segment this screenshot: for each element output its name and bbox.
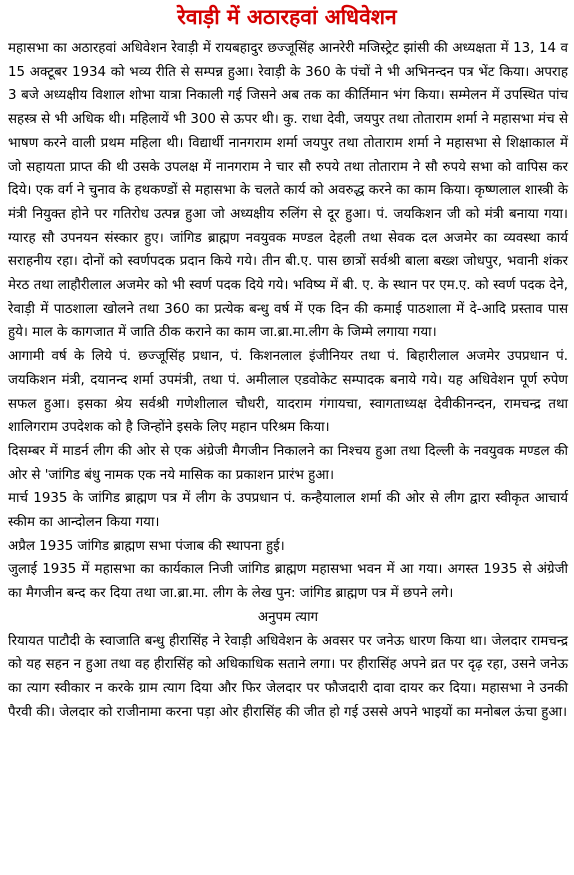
paragraph-session-report: महासभा का अठारहवां अधिवेशन रेवाड़ी में रायबहादुर छज्जूसिंह आनरेरी मजिस्ट्रेट झांसी की अध्यक्षता में 13, 14 व 15 अक्टूबर 1934 को भव्य रीति से सम्पन्न हुआ। रेवाड़ी के 360 के पंचों ने भी अभिनन्दन पत्र भेंट किया। अपराह 3 बजे अध्यक्षीय विशाल शोभा यात्रा निकाली गई जिसने अब तक का कीर्तिमान भंग किया। सम्मेलन में उपस्थित पांच सहस्त्र से भी अधिक थी। महिलायें भी 300 से ऊपर थी। कु. राधा देवी, जयपुर तथा तोताराम शर्मा ने महासभा मंच से भाषण करने वाली प्रथम महिला थी। विद्यार्थी नानगराम शर्मा जयपुर तथा तोताराम शर्मा ने महासभा से शिक्षाकाल में जो सहायता प्राप्त की थी उसके उपलक्ष में नानगराम ने चार सौ रुपये तथा तोताराम ने सौ रुपये सभा को वापिस कर दिये। एक वर्ग ने चुनाव के हथकण्डों से महासभा के चलते कार्य को अवरुद्ध करने का काम किया। कृष्णलाल शास्त्री के मंत्री नियुक्त होने पर गतिरोध उत्पन्न हुआ जो अध्यक्षीय रुलिंग से दूर हुआ। पं. जयकिशन जी को मंत्री बनाया गया। ग्यारह सौ उपनयन संस्कार हुए। जांगिड ब्राह्मण नवयुवक मण्डल देहली तथा सेवक दल अजमेर का व्यवस्था कार्य सराहनीय रहा। दोनों को स्वर्णपदक प्रदान किये गये। तीन बी.ए. पास छात्रों सर्वश्री बाला बख्श जोधपुर, भवानी शंकर मेरठ तथा लाहौरीलाल अजमेर को भी स्वर्ण पदक दिये गये। भविष्य में बी. ए. के स्थान पर एम.ए. को स्वर्ण पदक देने, रेवाड़ी में पाठशाला खोलने तथा 360 का प्रत्येक बन्धु वर्ष में एक दिन की कमाई पाठशाला में दे-आदि प्रस्ताव पास हुये। माल के कागजात में जाति ठीक कराने का काम जा.ब्रा.मा.लीग के जिम्मे लगाया गया। xyxy=(8,41,568,341)
paragraph-july-1935: जुलाई 1935 में महासभा का कार्यकाल निजी जांगिड ब्राह्मण महासभा भवन में आ गया। अगस्त 1935 से अंग्रेजी का मैगजीन बन्द कर दिया तथा जा.ब्रा.मा. लीग के लेख पुन: जांगिड ब्राह्मण पत्र में छपने लगे। xyxy=(8,562,568,602)
paragraph-march-1935: मार्च 1935 के जांगिड ब्राह्मण पत्र में लीग के उपप्रधान पं. कन्हैयालाल शर्मा की ओर से लीग द्वारा स्वीकृत आचार्य स्कीम का आन्दोलन किया गया। xyxy=(8,491,568,531)
paragraph-office-bearers: आगामी वर्ष के लिये पं. छज्जूसिंह प्रधान, पं. किशनलाल इंजीनियर तथा पं. बिहारीलाल अजमेर उपप्रधान पं. जयकिशन मंत्री, दयानन्द शर्मा उपमंत्री, तथा पं. अमीलाल एडवोकेट सम्पादक बनाये गये। यह अधिवेशन पूर्ण रुपेण सफल हुआ। इसका श्रेय सर्वश्री गणेशीलाल चौधरी, यादराम गंगायचा, स्वागताध्यक्ष देवीकीनन्दन, रामचन्द्र तथा शालिगराम उपदेशक को है जिन्होंने इसके लिए महान परिश्रम किया। xyxy=(8,349,568,436)
paragraph-april-1935: अप्रैल 1935 जांगिड ब्राह्मण सभा पंजाब की स्थापना हुई। xyxy=(8,538,285,554)
paragraph-december-magazine: दिसम्बर में माडर्न लीग की ओर से एक अंग्रेजी मैगजीन निकालने का निश्चय हुआ तथा दिल्ली के नवयुवक मण्डल की ओर से 'जांगिड बंधु नामक एक नये मासिक का प्रकाशन प्रारंभ हुआ। xyxy=(8,443,568,483)
document-body xyxy=(8,37,568,724)
section-subheading: अनुपम त्याग xyxy=(257,609,319,625)
page-title: रेवाड़ी में अठारहवां अधिवेशन xyxy=(177,5,397,29)
paragraph-sacrifice: रियायत पाटौदी के स्वाजाति बन्धु हीरासिंह ने रेवाड़ी अधिवेशन के अवसर पर जनेऊ धारण किया था। जेलदार रामचन्द्र को यह सहन न हुआ तथा वह हीरासिंह को अधिकाधिक सताने लगा। पर हीरासिंह अपने व्रत पर दृढ़ रहा, उसने जनेऊ का त्याग स्वीकार न करके ग्राम त्याग दिया और फिर जेलदार पर फौजदारी दावा दायर कर दिया। महासभा ने उनकी पैरवी की। जेलदार को राजीनामा करना पड़ा ओर हीरासिंह की जीत हो गई उससे अपने भाइयों का मनोबल ऊंचा हुआ। xyxy=(8,633,569,720)
